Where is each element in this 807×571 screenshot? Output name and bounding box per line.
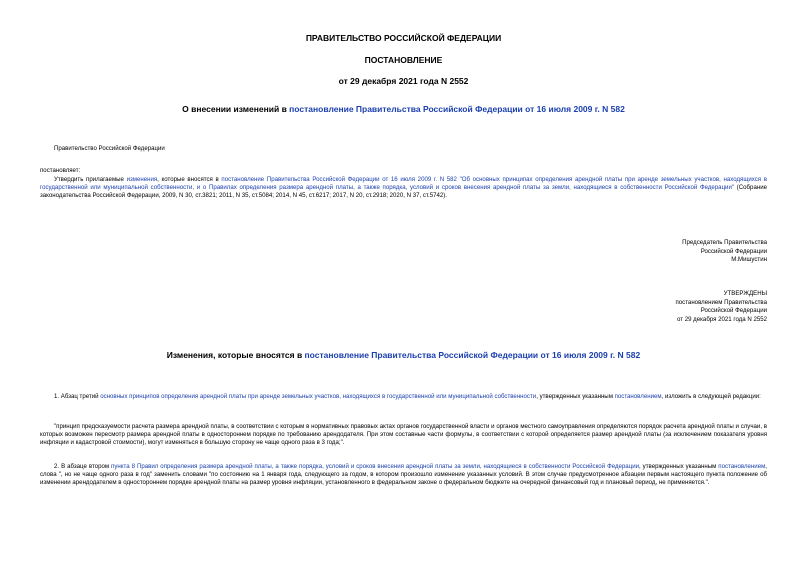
item-2-paragraph bbox=[40, 463, 767, 488]
item-1-text-2: , утвержденных указанным bbox=[536, 393, 615, 400]
item-2-link-decree[interactable]: постановлением bbox=[718, 463, 766, 470]
item-2-text-2: , утвержденных указанным bbox=[639, 463, 719, 470]
item-1-link-decree[interactable]: постановлением bbox=[614, 393, 662, 400]
item-2-text-3: , слова ", но не чаще одного раза в год" заменить словами "по состоянию на 1 января года, следующего за годом, в котором произошло изменение указанных условий. В этом случае предусмотренное абзацем первым настоящего пункта положение об изменении арендодателем в одностороннем порядке арендной платы на размер уровня инфляции, установленного в федеральном законе о федеральном бюджете на очередной финансовый год и плановый период, не применяется.". bbox=[40, 463, 767, 487]
approval-line-3: Российской Федерации bbox=[700, 307, 767, 315]
approval-line-4: от 29 декабря 2021 года N 2552 bbox=[676, 315, 767, 323]
quote-paragraph: "принцип предсказуемости расчета размера арендной платы, в соответствии с которым в нормативных правовых актах органов государственной власти и органов местного самоуправления определяются порядок расчета арендной платы и случаи, в которых возможен пересмотр размера арендной платы в одностороннем порядке по требованию арендодателя. При этом составные части формулы, в соответствии с которой определяется размер арендной платы (за исключением показателя уровня инфляции и кадастровой стоимости), могут изменяться в большую сторону не чаще одного раза в 3 года;". bbox=[40, 423, 767, 447]
decision-link-decree[interactable]: постановление Правительства Российской Федерации от 16 июля 2009 г. N 582 "Об основных принципах определения арендной платы при аренде земельных участков, находящихся в государственной или муниципальной собственности, и о Правилах определения размера арендной платы, а также порядка, условий и сроков внесения арендной платы за земли, находящиеся в собственности Российской Федерации" bbox=[40, 176, 767, 192]
item-1-link-principles[interactable]: основных принципов определения арендной платы при аренде земельных участков, находящихся в государственной или муниципальной собственности bbox=[100, 393, 537, 400]
approval-line-2: постановлением Правительства bbox=[675, 298, 767, 306]
decision-paragraph bbox=[40, 176, 767, 201]
approval-line-1: УТВЕРЖДЕНЫ bbox=[723, 290, 767, 297]
item-1-paragraph bbox=[40, 393, 767, 401]
changes-title bbox=[0, 350, 807, 361]
decision-text-2: , которые вносятся в bbox=[157, 176, 222, 183]
document-title bbox=[0, 104, 807, 115]
decision-link-changes[interactable]: изменения bbox=[126, 176, 158, 183]
signature-block bbox=[682, 239, 767, 265]
header-doc-type: ПОСТАНОВЛЕНИЕ bbox=[364, 55, 443, 65]
header-date-number: от 29 декабря 2021 года N 2552 bbox=[338, 76, 469, 86]
signature-line-3: М.Мишустин bbox=[731, 256, 767, 264]
item-1-text-1: 1. Абзац третий bbox=[54, 393, 101, 400]
signature-line-2: Российской Федерации bbox=[700, 247, 767, 255]
decision-text-3: (Собрание законодательства Российской Федерации, 2009, N 30, ст.3821; 2011, N 35, ст.5084; 2014, N 45, ст.6217; 2017, N 20, ст.2918; 2020, N 37, ст.5742). bbox=[40, 184, 767, 200]
changes-title-prefix: Изменения, которые вносятся в bbox=[166, 350, 305, 360]
item-2-link-rules[interactable]: пункта 8 Правил определения размера арендной платы, а также порядка, условий и сроков внесения арендной платы за земли, находящиеся в собственности Российской Федерации bbox=[111, 463, 639, 470]
signature-line-1: Председатель Правительства bbox=[682, 239, 767, 246]
preamble-decrees: постановляет: bbox=[40, 167, 81, 174]
changes-title-link[interactable]: постановление Правительства Российской Федерации от 16 июля 2009 г. N 582 bbox=[304, 350, 641, 360]
decision-text-1: Утвердить прилагаемые bbox=[54, 176, 127, 183]
document-title-prefix: О внесении изменений в bbox=[182, 104, 290, 114]
preamble-government: Правительство Российской Федерации bbox=[54, 145, 165, 152]
item-1-text-3: , изложить в следующей редакции: bbox=[661, 393, 761, 400]
approval-block bbox=[675, 290, 767, 324]
item-2-text-1: 2. В абзаце втором bbox=[54, 463, 112, 470]
header-government: ПРАВИТЕЛЬСТВО РОССИЙСКОЙ ФЕДЕРАЦИИ bbox=[305, 33, 502, 43]
document-title-link[interactable]: постановление Правительства Российской Федерации от 16 июля 2009 г. N 582 bbox=[289, 104, 625, 114]
